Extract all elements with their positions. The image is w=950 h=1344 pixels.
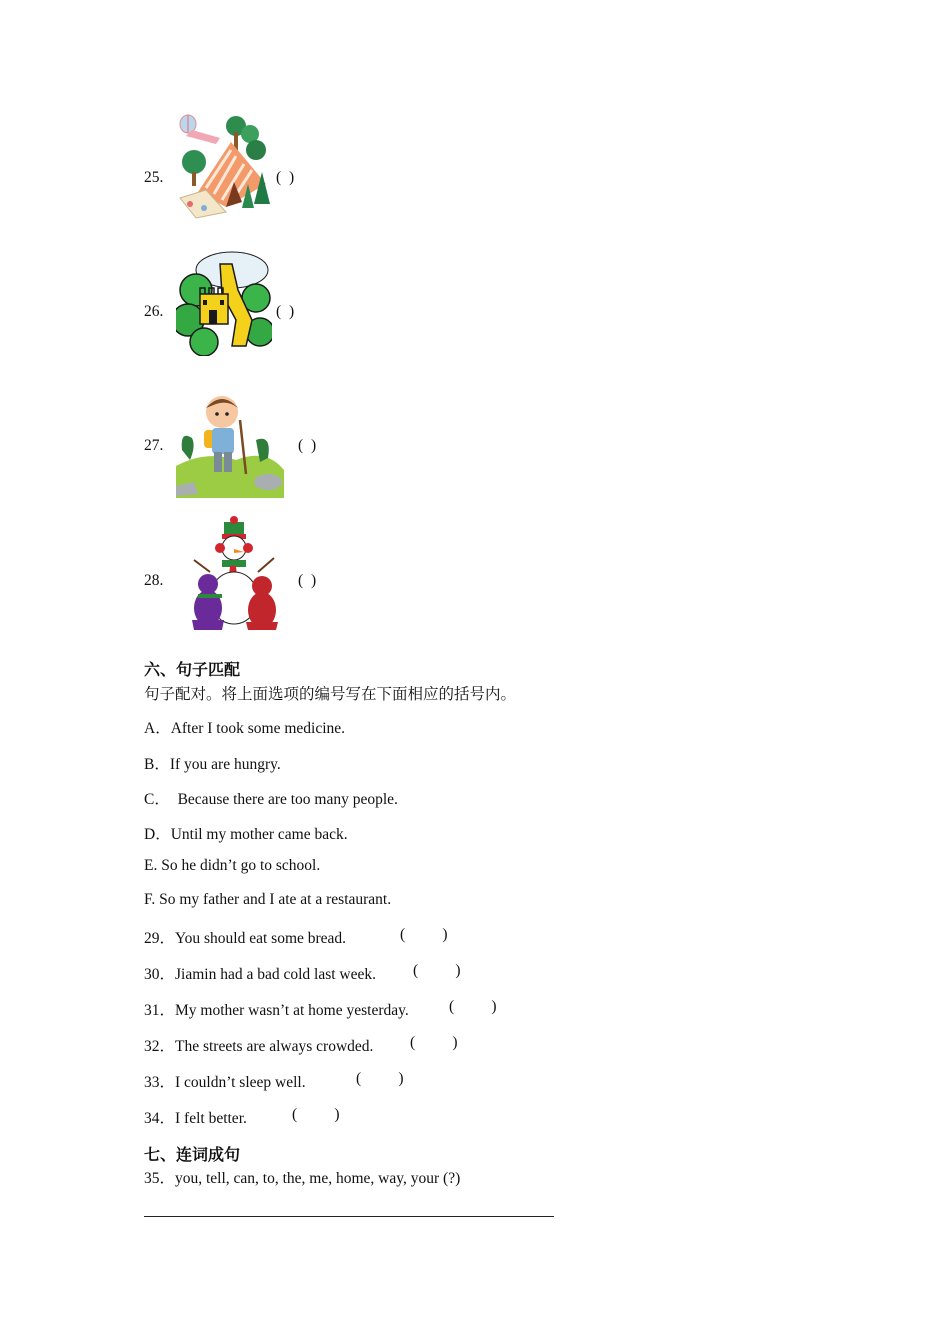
question-29: 29．You should eat some bread. bbox=[144, 930, 347, 947]
option-b: B．If you are hungry. bbox=[144, 756, 281, 773]
question-31-answer-paren[interactable]: ( ) bbox=[449, 998, 499, 1015]
question-35: 35．you, tell, can, to, the, me, home, way, your (?) bbox=[144, 1170, 461, 1187]
item-27-number: 27. bbox=[144, 437, 164, 454]
item-28-answer-paren[interactable]: ( ) bbox=[298, 572, 319, 589]
section-7-heading: 七、连词成句 bbox=[144, 1145, 241, 1164]
item-28-number: 28. bbox=[144, 572, 164, 589]
item-26-answer-paren[interactable]: ( ) bbox=[276, 303, 297, 320]
option-d: D．Until my mother came back. bbox=[144, 826, 348, 843]
item-25-answer-paren[interactable]: ( ) bbox=[276, 169, 297, 186]
section-6-heading: 六、句子匹配 bbox=[144, 660, 241, 679]
question-32-answer-paren[interactable]: ( ) bbox=[410, 1034, 460, 1051]
item-26-number: 26. bbox=[144, 303, 164, 320]
section-6-instruction: 句子配对。将上面选项的编号写在下面相应的括号内。 bbox=[144, 685, 517, 703]
question-34: 34．I felt better. bbox=[144, 1110, 247, 1127]
question-34-answer-paren[interactable]: ( ) bbox=[292, 1106, 342, 1123]
question-30-answer-paren[interactable]: ( ) bbox=[413, 962, 463, 979]
question-31: 31．My mother wasn’t at home yesterday. bbox=[144, 1002, 409, 1019]
option-e: E. So he didn’t go to school. bbox=[144, 857, 321, 874]
question-33-answer-paren[interactable]: ( ) bbox=[356, 1070, 406, 1087]
question-30: 30．Jiamin had a bad cold last week. bbox=[144, 966, 377, 983]
option-a: A．After I took some medicine. bbox=[144, 720, 346, 737]
hiking-boy-icon bbox=[176, 390, 284, 498]
great-wall-icon bbox=[176, 250, 272, 356]
question-29-answer-paren[interactable]: ( ) bbox=[400, 926, 450, 943]
item-25-number: 25. bbox=[144, 169, 164, 186]
option-c: C． Because there are too many people. bbox=[144, 791, 398, 808]
question-33: 33．I couldn’t sleep well. bbox=[144, 1074, 306, 1091]
question-32: 32．The streets are always crowded. bbox=[144, 1038, 374, 1055]
snowman-children-icon bbox=[184, 516, 284, 632]
item-27-answer-paren[interactable]: ( ) bbox=[298, 437, 319, 454]
option-f: F. So my father and I ate at a restaurant. bbox=[144, 891, 392, 908]
camping-tent-icon bbox=[176, 112, 276, 220]
question-35-answer-line[interactable] bbox=[144, 1216, 554, 1217]
